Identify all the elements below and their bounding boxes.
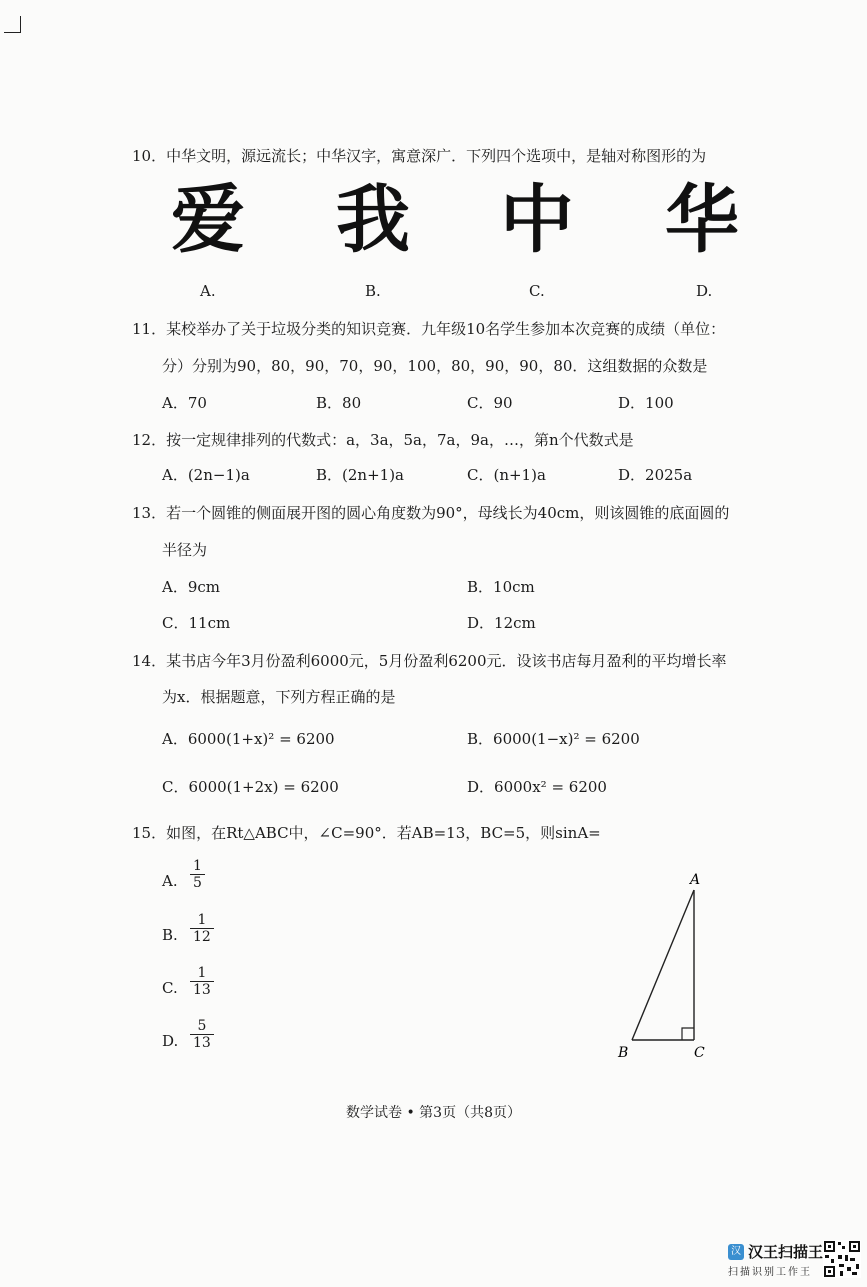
page-corner-mark	[4, 16, 21, 33]
q11-option-a: A．70	[162, 394, 207, 412]
q10-glyph-b: 我	[336, 177, 410, 263]
q15-fraction-b	[190, 912, 214, 945]
q12-option-c: C．(n+1)a	[467, 466, 546, 484]
q12-text: 12．按一定规律排列的代数式：a，3a，5a，7a，9a，…，第n个代数式是	[132, 431, 634, 449]
fraction-numerator: 1	[193, 858, 202, 874]
q15-fraction-c	[190, 965, 214, 998]
q12-option-a: A．(2n−1)a	[162, 466, 250, 484]
q13-option-a: A．9cm	[162, 578, 221, 596]
scanner-brand-subtitle: 扫描识别工作王	[728, 1267, 812, 1278]
q11-text-line1: 11．某校举办了关于垃圾分类的知识竞赛．九年级10名学生参加本次竞赛的成绩（单位：	[132, 320, 726, 338]
fraction-denominator: 5	[190, 874, 205, 891]
side-ab	[632, 890, 694, 1040]
q15-fraction-d	[190, 1018, 214, 1051]
q14-option-d: D．6000x² = 6200	[467, 778, 607, 796]
q11-text-line2: 分）分别为90，80，90，70，90，100，80，90，90，80．这组数据的众数是	[162, 357, 708, 375]
scanner-brand-name: 汉王扫描王	[748, 1243, 824, 1261]
vertex-b-label: B	[618, 1045, 629, 1061]
right-angle-mark	[682, 1028, 694, 1040]
q10-label-d: D.	[696, 282, 713, 300]
q13-option-d: D．12cm	[467, 614, 536, 632]
right-triangle-figure	[610, 868, 720, 1068]
q15-fraction-a	[190, 858, 205, 891]
scanner-logo-icon: 汉	[728, 1244, 744, 1260]
q14-option-c: C．6000(1+2x) = 6200	[162, 778, 339, 796]
q15-label-d: D.	[162, 1032, 179, 1050]
q15-label-a: A.	[162, 872, 178, 890]
qr-code-icon	[823, 1240, 861, 1278]
q14-text-line1: 14．某书店今年3月份盈利6000元，5月份盈利6200元．设该书店每月盈利的平均增长率	[132, 652, 727, 670]
fraction-numerator: 1	[197, 965, 207, 981]
page-footer: 数学试卷 • 第3页（共8页）	[346, 1105, 521, 1121]
q11-option-c: C．90	[467, 394, 513, 412]
q11-option-d: D．100	[618, 394, 674, 412]
q10-label-c: C.	[529, 282, 545, 300]
fraction-denominator: 12	[190, 928, 214, 945]
q13-option-b: B．10cm	[467, 578, 535, 596]
q13-option-c: C．11cm	[162, 614, 231, 632]
q10-glyph-d: 华	[665, 177, 739, 263]
fraction-denominator: 13	[190, 981, 214, 998]
q10-glyph-c: 中	[500, 177, 574, 263]
q10-label-b: B.	[365, 282, 381, 300]
q15-label-c: C.	[162, 979, 178, 997]
q15-label-b: B.	[162, 926, 178, 944]
q11-option-b: B．80	[316, 394, 362, 412]
q13-text-line1: 13．若一个圆锥的侧面展开图的圆心角度数为90°，母线长为40cm，则该圆锥的底面圆的	[132, 504, 730, 522]
q12-option-d: D．2025a	[618, 466, 693, 484]
q10-glyph-a: 爱	[171, 177, 245, 263]
vertex-c-label: C	[694, 1045, 705, 1061]
scanner-brand	[728, 1241, 823, 1262]
q14-text-line2: 为x．根据题意，下列方程正确的是	[162, 688, 396, 706]
vertex-a-label: A	[690, 872, 701, 888]
q10-text: 10．中华文明，源远流长；中华汉字，寓意深广．下列四个选项中，是轴对称图形的为	[132, 147, 707, 165]
q12-option-b: B．(2n+1)a	[316, 466, 404, 484]
q10-label-a: A.	[200, 282, 216, 300]
fraction-numerator: 1	[197, 912, 207, 928]
q14-option-a: A．6000(1+x)² = 6200	[162, 730, 335, 748]
q13-text-line2: 半径为	[162, 541, 208, 559]
q15-text: 15．如图，在Rt△ABC中，∠C=90°．若AB=13，BC=5，则sinA=	[132, 824, 601, 842]
fraction-denominator: 13	[190, 1034, 214, 1051]
q14-option-b: B．6000(1−x)² = 6200	[467, 730, 640, 748]
fraction-numerator: 5	[197, 1018, 207, 1034]
